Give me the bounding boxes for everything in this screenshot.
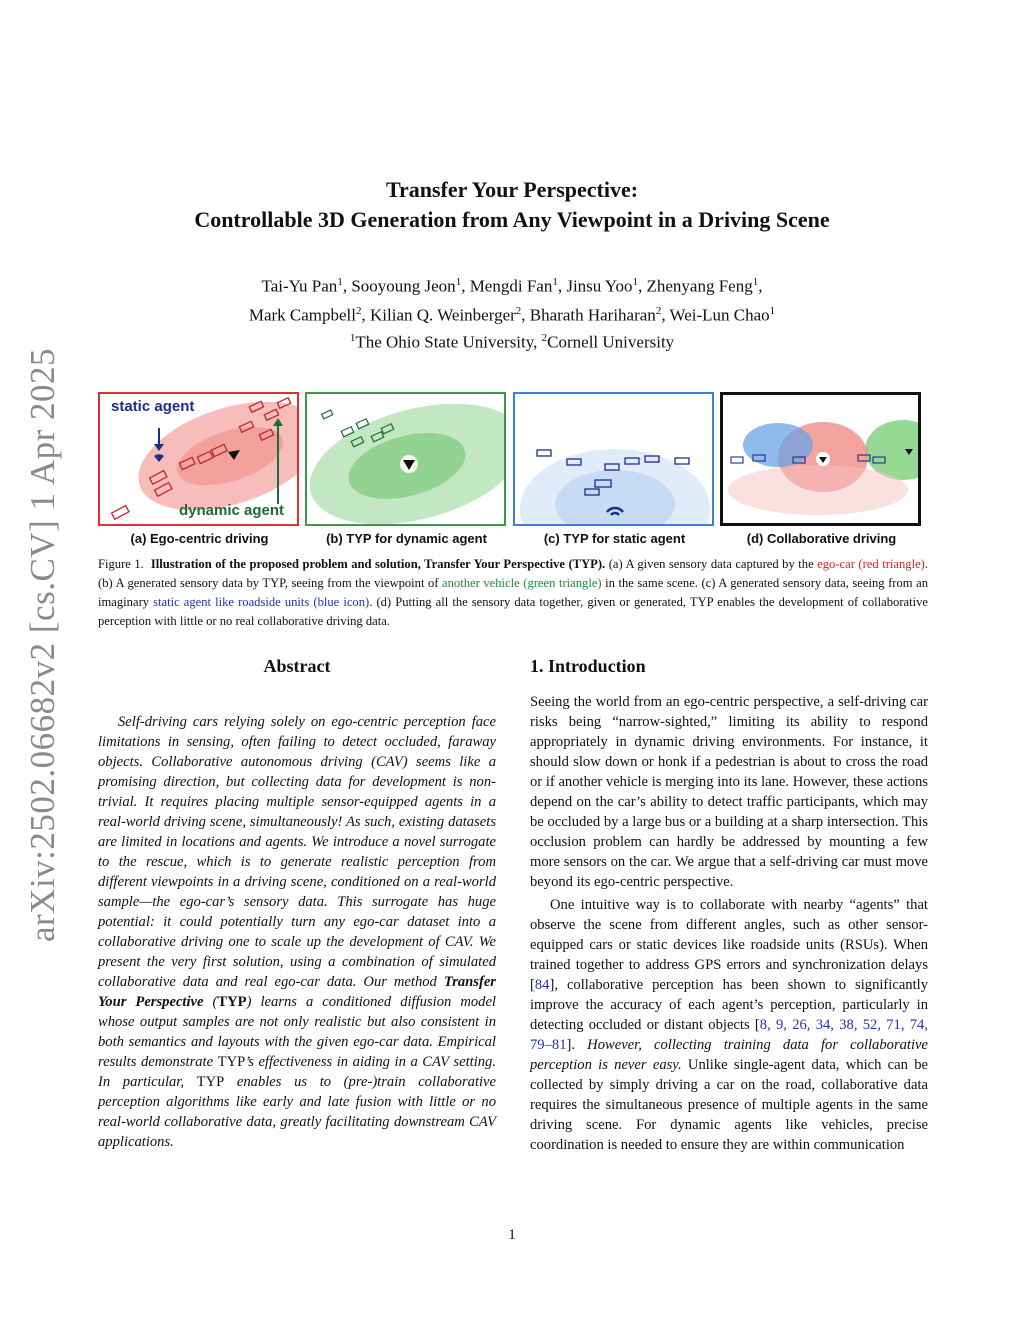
affil-cornell: Cornell University (547, 332, 675, 352)
abstract-typ: TYP (217, 994, 247, 1010)
author-affil: 1 (455, 276, 462, 288)
author-name: Wei-Lun Chao (669, 305, 770, 325)
caption-another-vehicle: another vehicle (green triangle) (442, 576, 602, 590)
author-name: Kilian Q. Weinberger (370, 305, 516, 325)
author-line-2: Mark Campbell$^2$, Kilian Q. Weinberger$^2$, Bharath Hariharan$^2$, Wei-Lun Chao$^1$ (248, 304, 776, 325)
intro-paragraph-2 (530, 895, 928, 1155)
figure-label-d: (d) Collaborative driving (746, 531, 897, 546)
dynamic-agent-lidar-image (307, 394, 504, 524)
caption-bold: Illustration of the proposed problem and solution, Transfer Your Perspective (TYP). (150, 557, 606, 571)
author-name: Mengdi Fan (469, 276, 553, 296)
caption-text: . (d) Putting all the sensory data together, given or generated, TYP enables the development of collaborative perception with little or no real collaborative driving data. (98, 595, 928, 628)
figure-label-a: (a) Ego-centric driving (130, 531, 269, 546)
caption-text: (a) A given sensory data captured by the (605, 557, 818, 571)
citation-link[interactable]: 84 (534, 977, 550, 993)
author-affil: 1 (769, 304, 776, 317)
intro-italic: However, collecting training data for collaborative perception is never easy. (530, 1037, 928, 1073)
static-agent-lidar-image (515, 394, 712, 524)
figure-label-b: (b) TYP for dynamic agent (326, 531, 487, 546)
author-line-1: Tai-Yu Pan$^1$, Sooyoung Jeon$^1$, Mengdi Fan$^1$, Jinsu Yoo$^1$, Zhenyang Feng$^1$, (261, 276, 763, 296)
abstract-text: ’s effectiveness in aiding in a CAV setting. In particular, (98, 1054, 496, 1090)
affil-sup-1: 1 (349, 332, 356, 344)
title-line-1: Transfer Your Perspective: (385, 177, 639, 202)
collaborative-lidar-image (723, 395, 918, 523)
arxiv-identifier: arXiv:2502.06682v2 [cs.CV] 1 Apr 2025 (23, 347, 63, 943)
abstract-text: Self-driving cars relying solely on ego-centric perception face limitations in sensing, often failing to detect occluded, faraway objects. Collaborative autonomous driving (CAV) seems like a promising direction, but collecting data for development is non-trivial. It requires placing multiple sensor-equipped agents in a real-world driving scene, simultaneously! As such, existing datasets are limited in locations and agents. We introduce a novel surrogate to the rescue, which is to generate realistic perception from different viewpoints in a driving scene, conditioned on a real-world sample—the ego-car’s sensory data. This surrogate has huge potential: it could potentially turn any ego-car dataset into a collaborative driving one to scale up the development of CAV. We present the very first solution, using a combination of simulated collaborative data and real ego-car data. Our method (98, 714, 496, 990)
author-name: Tai-Yu Pan (261, 276, 338, 296)
figure-panel-b (305, 392, 506, 526)
author-affil: 2 (515, 304, 522, 317)
page-number: 1 (508, 1227, 516, 1243)
author-name: Jinsu Yoo (566, 276, 633, 296)
introduction-body (530, 692, 928, 1155)
author-affil: 2 (356, 304, 362, 317)
caption-text: in the same scene. (c) A generated sensory data, seeing from an imaginary (98, 576, 929, 609)
citation-link[interactable]: 8, 9, 26, 34, 38, 52, 71, 74, 79–81 (530, 1017, 929, 1053)
intro-text: ], collaborative perception has been shown to significantly improve the accuracy of each agent’s perception, particularly in detecting occluded or distant objects [ (530, 977, 928, 1033)
author-affil: 1 (632, 276, 638, 288)
abstract-typ: TYP (217, 1054, 246, 1070)
static-agent-label: static agent (111, 398, 195, 415)
affil-sup-2: 2 (541, 332, 548, 344)
affil-osu: The Ohio State University, (355, 332, 538, 352)
author-affil: 2 (655, 304, 662, 317)
abstract-heading: Abstract (263, 656, 331, 676)
intro-text: One intuitive way is to collaborate with nearby “agents” that observe the scene from different angles, such as other sensor-equipped cars or static devices like roadside units (RSUs). When trained together to address GPS errors and synchronization delays [ (530, 897, 928, 993)
introduction-heading: 1. Introduction (530, 656, 646, 676)
figure-panel-c (513, 392, 714, 526)
author-affil: 1 (337, 276, 343, 288)
author-list (100, 270, 924, 327)
author-affil: 1 (752, 276, 759, 288)
author-name: Mark Campbell (248, 305, 356, 325)
figure-label-c: (c) TYP for static agent (543, 531, 686, 546)
title-line-2: Controllable 3D Generation from Any Viewpoint in a Driving Scene (194, 207, 830, 232)
abstract-text: ) learns a conditioned diffusion model whose output samples are not only realistic but also consistent in both semantics and layouts with the given ego-car data. Empirical results demonstrate (98, 994, 496, 1070)
author-name: Bharath Hariharan (529, 305, 656, 325)
caption-ego-car: ego-car (red triangle) (817, 557, 925, 571)
caption-fig-number: Figure 1. (98, 557, 144, 571)
dynamic-agent-label: dynamic agent (179, 502, 285, 519)
figure-panel-d (720, 392, 921, 526)
caption-static-agent: static agent like roadside units (blue icon) (153, 595, 370, 609)
intro-text: ]. (566, 1037, 588, 1053)
affiliations (100, 332, 924, 353)
author-name: Zhenyang Feng (646, 276, 753, 296)
paper-title (100, 175, 924, 235)
arxiv-stamp (18, 347, 68, 943)
abstract-method-name: Transfer Your Perspective (98, 974, 496, 1010)
caption-text: . (b) A generated sensory data by TYP, seeing from the viewpoint of (98, 557, 929, 590)
figure-caption (98, 555, 928, 631)
abstract-typ: TYP (196, 1074, 225, 1090)
author-affil: 1 (552, 276, 558, 288)
intro-text: Unlike single-agent data, which can be collected by simply driving a car on the road, collaborative data requires the simultaneous presence of multiple agents in the same driving scene. For dynamic agents like vehicles, precise coordination is needed to ensure they are within communication (530, 1057, 928, 1153)
abstract-text: ( (203, 994, 218, 1010)
abstract-text: enables us to (pre-)train collaborative perception algorithms like early and late fusion with little or no real-world collaborative data, greatly facilitating downstream CAV applications. (98, 1074, 497, 1150)
abstract-body (98, 712, 496, 1152)
author-name: Sooyoung Jeon (351, 276, 456, 296)
intro-paragraph-1: Seeing the world from an ego-centric perspective, a self-driving car risks being “narrow-sighted,” limiting its ability to respond appropriately in dynamic driving environments. For instance, it should slow down or honk if a pedestrian is about to cross the road or if another vehicle is merging into its lane. However, these actions depend on the car’s ability to detect traffic participants, which may be occluded by a large bus or a building at a sharp intersection. This occlusion problem can hardly be addressed by mounting a few more sensors on the car. We argue that a self-driving car must move beyond its ego-centric perspective. (530, 694, 928, 890)
